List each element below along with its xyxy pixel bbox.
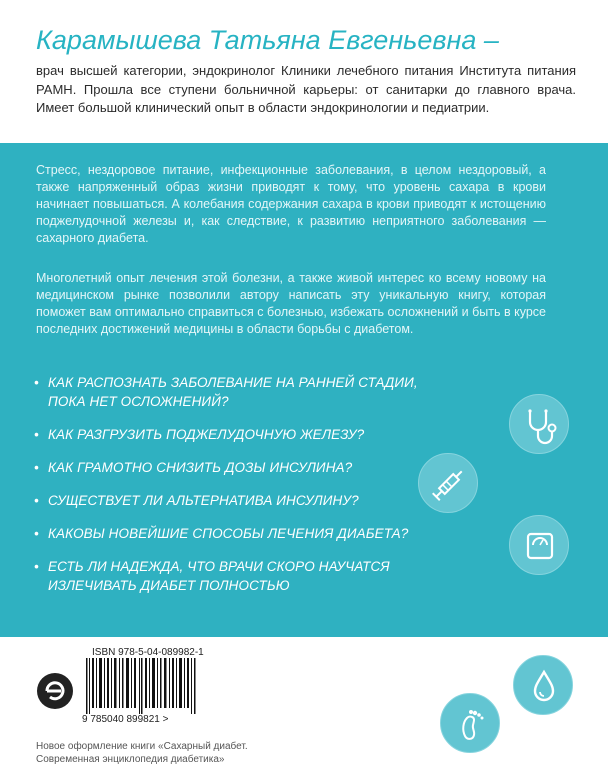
syringe-icon xyxy=(418,453,478,513)
barcode-digits: 9 785040 899821 > xyxy=(82,714,169,725)
footprint-icon xyxy=(440,693,500,753)
question-item xyxy=(34,458,464,477)
stethoscope-icon xyxy=(509,394,569,454)
question-item xyxy=(34,524,464,543)
questions-list xyxy=(34,373,464,595)
question-item xyxy=(34,425,464,444)
footer-line: Новое оформление книги «Сахарный диабет. xyxy=(36,741,248,752)
footer-note xyxy=(36,740,248,766)
publisher-logo-icon xyxy=(36,672,74,710)
question-item xyxy=(34,491,464,510)
barcode xyxy=(86,658,196,714)
author-name: Карамышева Татьяна Евгеньевна – xyxy=(36,25,499,55)
question-line: ИЗЛЕЧИВАТЬ ДИАБЕТ ПОЛНОСТЬЮ xyxy=(48,578,290,593)
question-item xyxy=(34,373,464,411)
description-paragraph-2: Многолетний опыт лечения этой болезни, а также живой интерес ко всему новому на медицинском рынке позволили автору написать эту уникальную книгу, которая поможет вам оптимально справиться с болезнью, избежать осложнений и быть в курсе последних достижений медицины в области борьбы с диабетом. xyxy=(36,271,546,336)
question-line: ЕСТЬ ЛИ НАДЕЖДА, ЧТО ВРАЧИ СКОРО НАУЧАТСЯ xyxy=(48,559,390,574)
isbn-text: ISBN 978-5-04-089982-1 xyxy=(92,647,204,658)
question-line: КАК РАЗГРУЗИТЬ ПОДЖЕЛУДОЧНУЮ ЖЕЛЕЗУ? xyxy=(48,427,365,442)
scale-icon xyxy=(509,515,569,575)
description-paragraph-1: Стресс, нездоровое питание, инфекционные заболевания, в целом нездоровый, а также напряженный образ жизни приводят к тому, что уровень сахара в крови начинает повышаться. А колебания содержания сахара в крови приводят к истощению поджелудочной железы и, как следствие, к развитию неприятного заболевания — сахарного диабета. xyxy=(36,163,546,245)
question-line: СУЩЕСТВУЕТ ЛИ АЛЬТЕРНАТИВА ИНСУЛИНУ? xyxy=(48,493,359,508)
question-line: КАК РАСПОЗНАТЬ ЗАБОЛЕВАНИЕ НА РАННЕЙ СТАДИИ, xyxy=(48,375,418,390)
question-line: ПОКА НЕТ ОСЛОЖНЕНИЙ? xyxy=(48,394,229,409)
drop-icon xyxy=(513,655,573,715)
question-line: КАК ГРАМОТНО СНИЗИТЬ ДОЗЫ ИНСУЛИНА? xyxy=(48,460,353,475)
question-line: КАКОВЫ НОВЕЙШИЕ СПОСОБЫ ЛЕЧЕНИЯ ДИАБЕТА? xyxy=(48,526,409,541)
footer-line: Современная энциклопедия диабетика» xyxy=(36,754,225,765)
author-bio: врач высшей категории, эндокринолог Клиники лечебного питания Института питания РАМН. Прошла все ступени больничной карьеры: от санитарки до главного врача. Имеет большой клинический опыт в области эндокринологии и педиатрии. xyxy=(36,63,576,115)
question-item xyxy=(34,557,464,595)
